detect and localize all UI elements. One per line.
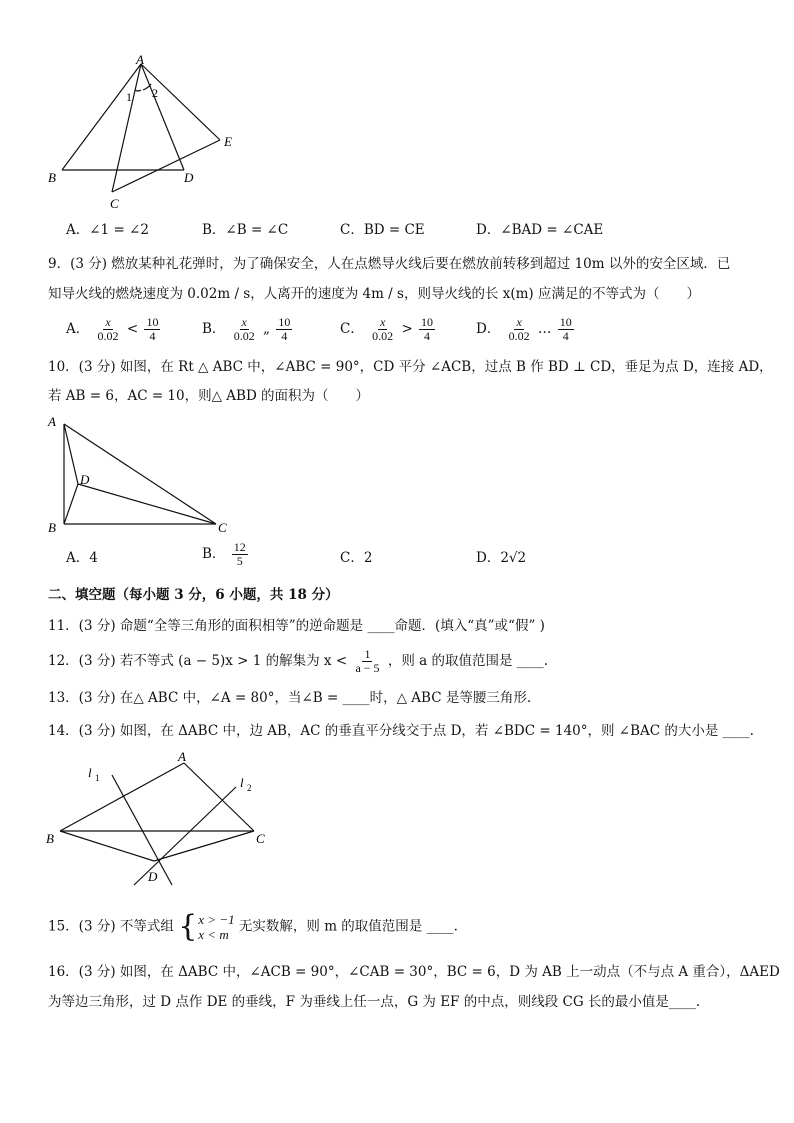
q8-option-a[interactable]: A．∠1 = ∠2 [66, 222, 149, 238]
segment-ae [141, 64, 220, 140]
label-a: A [48, 414, 56, 429]
label-a: A [136, 52, 144, 67]
segment-ad [64, 424, 78, 484]
q10-option-b[interactable]: B． $\frac{12}{5}$ [202, 540, 246, 568]
segment-ac [184, 763, 254, 831]
label-d: D [184, 170, 194, 185]
label-d: D [148, 869, 158, 884]
label-l1: l [88, 765, 92, 780]
q9-stem-line2: 知导火线的燃烧速度为 0.02m / s，人离开的速度为 4m / s，则导火线的长 x(m) 应满足的不等式为（ ） [48, 286, 700, 302]
q9-option-b[interactable]: B． $\frac{x}{0.02}$ „ $\frac{10}{4}$ [202, 315, 291, 343]
q8-option-b[interactable]: B．∠B = ∠C [202, 222, 289, 238]
q16-stem-line2: 为等边三角形，过 D 点作 DE 的垂线，F 为垂线上任一点，G 为 EF 的中点，则线段 CG 长的最小值是____. [48, 994, 701, 1010]
q16-stem-line1: 16．(3 分) 如图，在 ΔABC 中，∠ACB = 90°，∠CAB = 30°，BC = 6，D 为 AB 上一动点（不与点 A 重合），ΔAED [48, 964, 780, 980]
label-l2-subscript: 2 [247, 783, 252, 793]
segment-cd [154, 831, 254, 861]
label-c: C [110, 196, 119, 211]
q10-option-c[interactable]: C．2 [340, 550, 373, 566]
q12-stem: 12．(3 分) 若不等式 (a − 5)x > 1 的解集为 x < $\frac{1}{a - 5}$ ，则 a 的取值范围是 ____. [48, 647, 549, 675]
segment-cd [78, 484, 216, 524]
q8-option-c[interactable]: C．BD = CE [340, 222, 425, 238]
q15-inequality-2: x < m [198, 927, 229, 942]
label-angle-2: 2 [152, 86, 158, 100]
label-angle-1: 1 [126, 90, 132, 104]
q11-stem: 11．(3 分) 命题“全等三角形的面积相等”的逆命题是 ____命题．(填入“真”或“假” ) [48, 618, 545, 634]
q10-stem-line1: 10．(3 分) 如图，在 Rt △ ABC 中，∠ABC = 90°，CD 平分 ∠ACB，过点 B 作 BD ⊥ CD，垂足为点 D，连接 AD， [48, 359, 773, 375]
q9-stem-line1: 9．(3 分) 燃放某种礼花弹时，为了确保安全，人在点燃导火线后要在燃放前转移到超过 10m 以外的安全区域．已 [48, 256, 731, 272]
q9-option-c[interactable]: C． $\frac{x}{0.02}$ > $\frac{10}{4}$ [340, 315, 434, 343]
q10-option-d[interactable]: D．2√2 [476, 550, 527, 566]
section-heading-fill-in: 二、填空题（每小题 3 分，6 小题，共 18 分） [48, 587, 339, 603]
label-b: B [46, 831, 54, 846]
q15-inequality-1: x > −1 [198, 912, 235, 927]
label-a: A [178, 749, 186, 764]
segment-bd [60, 831, 154, 861]
label-b: B [48, 520, 56, 535]
label-c: C [218, 520, 227, 535]
segment-ce [112, 140, 220, 192]
label-e: E [224, 134, 232, 149]
angle-arc-1 [135, 90, 141, 91]
label-d: D [80, 472, 90, 487]
label-b: B [48, 170, 56, 185]
q9-option-a[interactable]: A． $\frac{x}{0.02}$ < $\frac{10}{4}$ [66, 315, 159, 343]
q9-option-d[interactable]: D． $\frac{x}{0.02}$ … $\frac{10}{4}$ [476, 315, 572, 343]
label-c: C [256, 831, 265, 846]
segment-ad [141, 64, 184, 170]
segment-ba [60, 763, 184, 831]
q8-option-d[interactable]: D．∠BAD = ∠CAE [476, 222, 604, 238]
line-l1 [112, 775, 172, 885]
segment-bd [64, 484, 78, 524]
q14-stem: 14．(3 分) 如图，在 ΔABC 中，边 AB，AC 的垂直平分线交于点 D，若 ∠BDC = 140°，则 ∠BAC 的大小是 ____. [48, 723, 754, 739]
label-l1-subscript: 1 [95, 773, 100, 783]
q15-stem: 15．(3 分) 不等式组 { x > −1 x < m 无实数解，则 m 的取值范围是 ____. [48, 909, 458, 944]
figure-q8 [40, 48, 260, 216]
label-l2: l [240, 775, 244, 790]
q10-stem-line2: 若 AB = 6，AC = 10，则△ ABD 的面积为（ ） [48, 388, 370, 404]
q10-option-a[interactable]: A．4 [66, 550, 98, 566]
figure-q10 [44, 412, 244, 542]
q13-stem: 13．(3 分) 在△ ABC 中，∠A = 80°，当∠B = ____时，△ ABC 是等腰三角形. [48, 690, 532, 706]
figure-q14 [40, 745, 280, 889]
